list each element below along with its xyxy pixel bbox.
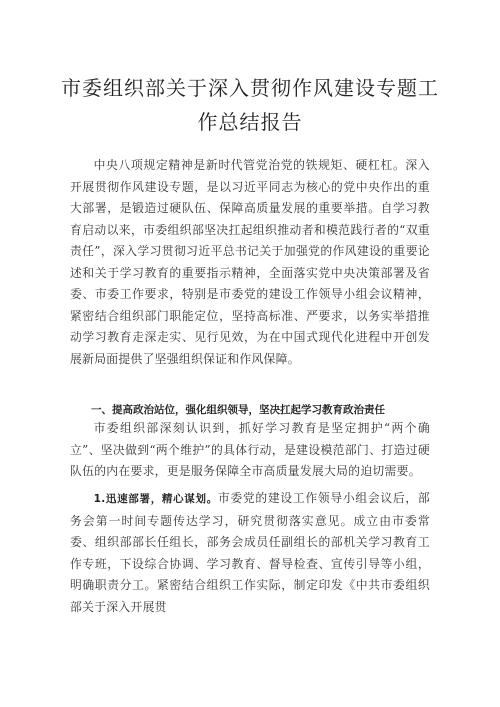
subsection-1-lead: 1.迅速部署，精心谋划。 [93,493,218,505]
subsection-1-body: 市委党的建设工作领导小组会议后，部务会第一时间专题传达学习，研究贯彻落实意见。成立由市委常委、组织部部长任组长，部务会成员任副组长的部机关学习教育工作专班，下设综合协调、学习教育、督导检查、宣传引导等小组，明确职责分工。紧密结合组织工作实际，制定印发《中共市委组织部关于深入开展贯 [70,491,430,614]
intro-paragraph: 中央八项规定精神是新时代管党治党的铁规矩、硬杠杠。深入开展贯彻作风建设专题，是以习近平同志为核心的党中央作出的重大部署，是锻造过硬队伍、保障高质量发展的重要举措。自学习教育启动以来，市委组织部坚决扛起组织推动者和模范践行者的“双重责任”，深入学习贯彻习近平总书记关于加强党的作风建设的重要论述和关于学习教育的重要指示精神，全面落实党中央决策部署及省委、市委工作要求，特别是市委党的建设工作领导小组会议精神，紧密结合组织部门职能定位，坚持高标准、严要求，以务实举措推动学习教育走深走实、见行见效，为在中国式现代化进程中开创发展新局面提供了坚强组织保证和作风保障。 [70,158,430,366]
subsection-1-paragraph [70,488,430,618]
section-1-paragraph: 市委组织部深刻认识到，抓好学习教育是坚定拥护“两个确立”、坚决做到“两个维护”的具体行动，是建设模范部门、打造过硬队伍的内在要求，更是服务保障全市高质量发展大局的迫切需要。 [70,421,430,478]
document-title-line-1: 市委组织部关于深入贯彻作风建设专题工 [61,76,439,100]
document-title-line-2: 作总结报告 [197,110,303,134]
section-1-heading: 一、提高政治站位，强化组织领导，坚决扛起学习教育政治责任 [91,404,385,416]
